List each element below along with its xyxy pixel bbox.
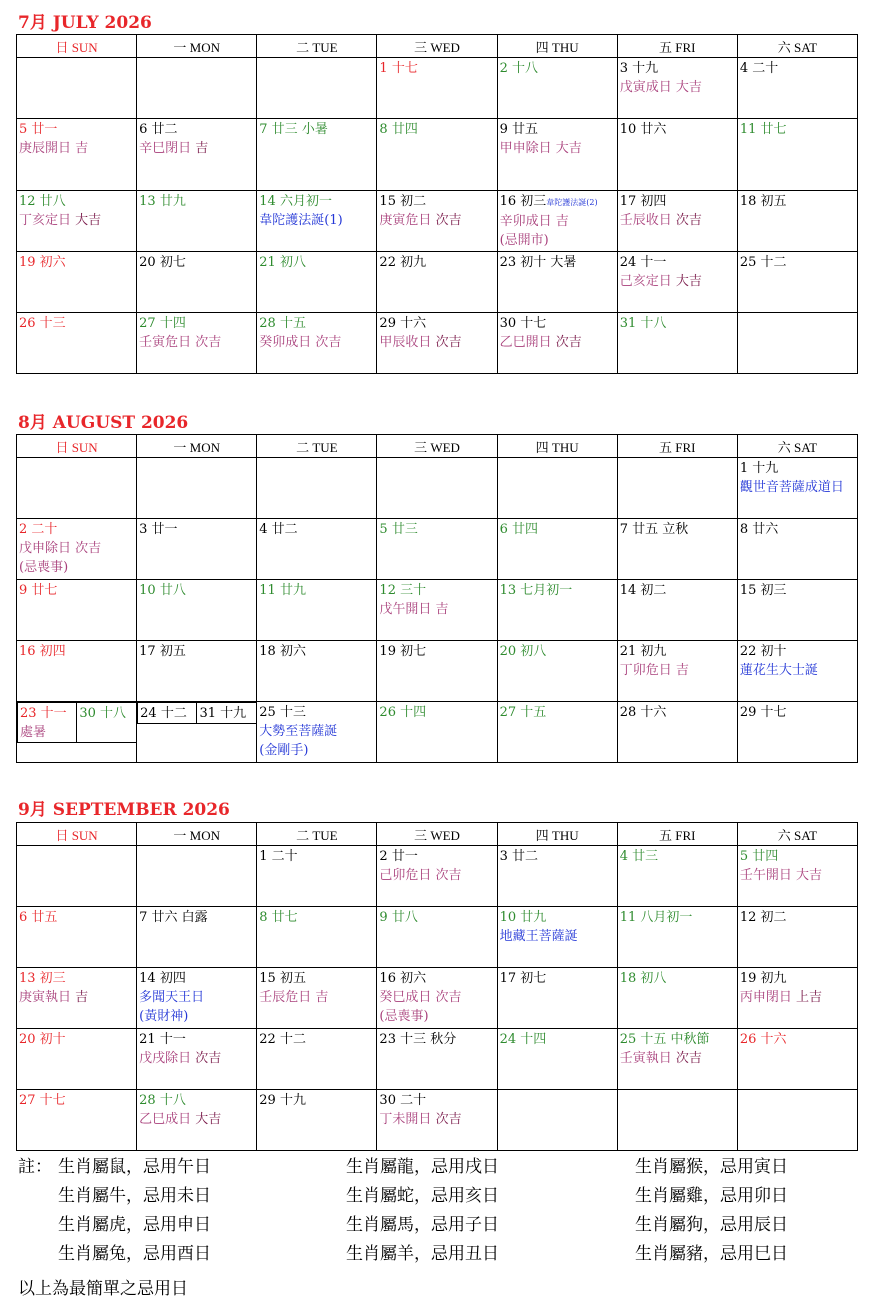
day-cell	[137, 519, 257, 580]
day-cell	[617, 252, 737, 313]
zodiac-notes	[18, 1153, 838, 1269]
day-label: 31 十八	[619, 316, 667, 331]
month-title-august: 8月 AUGUST 2026	[18, 413, 189, 433]
day-cell	[617, 519, 737, 580]
day-label: 31 十九	[199, 706, 247, 721]
day-cell	[137, 313, 257, 374]
day-cell	[377, 252, 497, 313]
day-rating: 次吉	[675, 213, 702, 228]
note-item: 生肖屬蛇，忌用亥日	[346, 1186, 499, 1206]
day-festival: 韋陀護法誕(1)	[259, 213, 343, 228]
day-label: 7 廿五 立秋	[619, 522, 689, 537]
day-label: 28 十六	[619, 705, 667, 720]
weekday-sun: 日 SUN	[17, 823, 137, 846]
note-item: 生肖屬馬，忌用子日	[346, 1215, 499, 1235]
day-cell	[497, 968, 617, 1029]
day-label: 12 三十	[379, 583, 427, 598]
day-cell	[497, 313, 617, 374]
day-label: 8 廿六	[739, 522, 779, 537]
day-cell	[737, 968, 857, 1029]
weekday-sat: 六 SAT	[737, 435, 857, 458]
day-label: 5 廿四	[739, 849, 779, 864]
day-cell	[257, 191, 377, 252]
day-note: 庚寅危日	[379, 213, 432, 228]
calendar-august	[16, 434, 858, 763]
day-cell	[137, 458, 257, 519]
day-cell	[377, 58, 497, 119]
day-festival: 多聞天王日	[139, 990, 205, 1005]
day-cell	[137, 58, 257, 119]
day-label: 15 初五	[259, 971, 306, 986]
day-label: 1 二十	[259, 849, 298, 864]
day-cell	[17, 458, 137, 519]
day-label: 5 廿一	[19, 122, 58, 137]
day-cell	[257, 119, 377, 191]
weekday-wed: 三 WED	[377, 35, 497, 58]
day-label: 1 十七	[379, 61, 418, 76]
day-note: 癸卯成日 次吉	[259, 335, 342, 350]
day-label: 7 廿三 小暑	[259, 122, 328, 137]
day-rating: 次吉	[435, 1112, 462, 1127]
day-note: 乙巳成日	[139, 1112, 192, 1127]
day-cell	[17, 968, 137, 1029]
day-label: 8 廿七	[259, 910, 298, 925]
day-note: 己亥定日	[619, 274, 672, 289]
day-note: 乙巳開日	[499, 335, 552, 350]
day-cell	[257, 1090, 377, 1151]
day-note: (忌喪事)	[379, 1009, 429, 1024]
day-label: 11 八月初一	[619, 910, 693, 925]
day-label: 6 廿四	[499, 522, 538, 537]
day-cell	[737, 313, 857, 374]
day-cell	[617, 119, 737, 191]
day-label: 22 初十	[739, 644, 787, 659]
day-cell	[257, 313, 377, 374]
day-label: 22 初九	[379, 255, 427, 270]
day-label: 26 十四	[379, 705, 427, 720]
day-label: 20 初八	[499, 644, 547, 659]
weekday-thu: 四 THU	[497, 435, 617, 458]
day-cell	[17, 191, 137, 252]
weekday-sun: 日 SUN	[17, 435, 137, 458]
day-cell	[137, 968, 257, 1029]
day-label: 29 十六	[379, 316, 427, 331]
day-cell	[257, 907, 377, 968]
day-cell-split	[137, 702, 257, 763]
day-label: 13 七月初一	[499, 583, 573, 598]
day-cell	[257, 846, 377, 907]
weekday-tue: 二 TUE	[257, 35, 377, 58]
day-label: 4 廿三	[619, 849, 659, 864]
day-cell	[257, 519, 377, 580]
day-label: 26 十三	[19, 316, 66, 331]
day-cell	[17, 58, 137, 119]
day-cell	[497, 58, 617, 119]
day-note: 壬辰收日	[619, 213, 672, 228]
day-rating: 次吉	[435, 335, 462, 350]
day-cell	[617, 1029, 737, 1090]
note-item: 生肖屬龍，忌用戌日	[346, 1157, 499, 1177]
day-label: 8 廿四	[379, 122, 418, 137]
weekday-wed: 三 WED	[377, 435, 497, 458]
day-cell	[737, 58, 857, 119]
day-label: 30 十八	[79, 706, 126, 721]
day-label: 28 十八	[139, 1093, 186, 1108]
day-label: 12 廿八	[19, 194, 66, 209]
day-cell	[257, 1029, 377, 1090]
day-label: 2 廿一	[379, 849, 418, 864]
day-note: 壬午開日 大吉	[739, 868, 822, 883]
day-cell	[17, 252, 137, 313]
day-rating: 大吉	[195, 1112, 222, 1127]
day-note: 己卯危日 次吉	[379, 868, 462, 883]
day-label: 10 廿八	[139, 583, 186, 598]
day-cell	[617, 458, 737, 519]
day-cell	[377, 519, 497, 580]
day-label: 1 十九	[739, 461, 779, 476]
day-cell	[257, 968, 377, 1029]
day-cell	[17, 1090, 137, 1151]
day-label: 17 初五	[139, 644, 186, 659]
day-cell	[377, 580, 497, 641]
day-note: 庚寅執日	[19, 990, 72, 1005]
weekday-tue: 二 TUE	[257, 823, 377, 846]
day-cell	[377, 641, 497, 702]
day-label: 27 十七	[19, 1093, 66, 1108]
day-label: 23 十三 秋分	[379, 1032, 457, 1047]
day-cell	[377, 702, 497, 763]
month-title-september: 9月 SEPTEMBER 2026	[18, 800, 230, 820]
day-cell	[497, 641, 617, 702]
weekday-fri: 五 FRI	[617, 435, 737, 458]
day-cell	[737, 252, 857, 313]
day-cell	[737, 641, 857, 702]
calendar-july	[16, 34, 858, 374]
day-cell	[377, 846, 497, 907]
day-label: 5 廿三	[379, 522, 418, 537]
day-note: 丁亥定日	[19, 213, 72, 228]
day-cell	[137, 252, 257, 313]
day-cell	[497, 458, 617, 519]
day-label: 19 初六	[19, 255, 66, 270]
day-cell	[737, 191, 857, 252]
day-label: 26 十六	[739, 1032, 787, 1047]
day-label: 3 廿一	[139, 522, 178, 537]
day-label: 27 十五	[499, 705, 547, 720]
day-note: 處暑	[20, 725, 47, 740]
day-label: 18 初八	[619, 971, 667, 986]
day-cell	[737, 458, 857, 519]
day-label: 29 十七	[739, 705, 787, 720]
day-note: 戊寅成日 大吉	[619, 80, 702, 95]
day-cell	[497, 1090, 617, 1151]
day-festival: (黃財神)	[139, 1009, 189, 1024]
day-cell	[377, 119, 497, 191]
day-cell	[617, 702, 737, 763]
day-cell	[617, 846, 737, 907]
day-cell	[497, 846, 617, 907]
day-note: 辛卯成日 吉	[499, 214, 569, 229]
day-festival: 韋陀護法誕(2)	[546, 198, 598, 207]
day-festival: 大勢至菩薩誕	[259, 724, 338, 739]
month-title-july: 7月 JULY 2026	[18, 13, 152, 33]
day-label: 14 初四	[139, 971, 186, 986]
day-note: (忌喪事)	[19, 560, 69, 575]
day-label: 22 十二	[259, 1032, 306, 1047]
day-cell	[377, 313, 497, 374]
day-label: 20 初七	[139, 255, 186, 270]
day-label: 21 初九	[619, 644, 667, 659]
day-label: 9 廿七	[19, 583, 58, 598]
day-label: 20 初十	[19, 1032, 66, 1047]
day-cell	[257, 458, 377, 519]
day-cell	[497, 191, 617, 252]
day-label: 9 廿八	[379, 910, 418, 925]
day-cell	[257, 58, 377, 119]
day-label: 2 十八	[499, 61, 538, 76]
day-rating: 大吉	[75, 213, 102, 228]
day-note: 壬辰危日 吉	[259, 990, 329, 1005]
day-cell	[257, 702, 377, 763]
day-cell	[257, 580, 377, 641]
day-rating: 大吉	[675, 274, 702, 289]
weekday-thu: 四 THU	[497, 823, 617, 846]
day-rating: 上吉	[796, 990, 823, 1005]
day-note: (忌開市)	[499, 233, 549, 248]
day-cell	[377, 191, 497, 252]
day-label: 6 廿二	[139, 122, 178, 137]
note-item: 生肖屬雞，忌用卯日	[635, 1186, 788, 1206]
day-note: 壬寅執日	[619, 1051, 672, 1066]
day-label: 10 廿六	[619, 122, 667, 137]
day-cell	[137, 119, 257, 191]
day-cell	[257, 641, 377, 702]
calendar-september	[16, 822, 858, 1151]
day-cell	[17, 580, 137, 641]
day-label: 24 十二	[140, 706, 187, 721]
day-cell-split	[17, 702, 137, 763]
day-label: 30 二十	[379, 1093, 427, 1108]
day-cell	[737, 119, 857, 191]
day-cell	[17, 846, 137, 907]
day-label: 9 廿五	[499, 122, 538, 137]
day-cell	[497, 119, 617, 191]
day-note: 辛巳閉日	[139, 141, 192, 156]
day-cell	[497, 519, 617, 580]
day-cell	[17, 519, 137, 580]
day-note: 庚辰開日 吉	[19, 141, 89, 156]
day-cell	[737, 1029, 857, 1090]
day-note: 甲申除日 大吉	[499, 141, 582, 156]
day-label: 18 初六	[259, 644, 306, 659]
weekday-mon: 一 MON	[137, 435, 257, 458]
day-label: 3 十九	[619, 61, 659, 76]
day-cell	[17, 907, 137, 968]
note-item: 生肖屬虎，忌用申日	[58, 1215, 211, 1235]
day-festival: 地藏王菩薩誕	[499, 929, 578, 944]
day-label: 13 廿九	[139, 194, 186, 209]
day-cell	[137, 1029, 257, 1090]
day-label: 6 廿五	[19, 910, 58, 925]
day-cell	[377, 907, 497, 968]
day-rating: 次吉	[675, 1051, 702, 1066]
day-label: 17 初四	[619, 194, 667, 209]
weekday-mon: 一 MON	[137, 823, 257, 846]
day-cell	[17, 119, 137, 191]
day-label: 11 廿七	[739, 122, 787, 137]
day-note: 甲辰收日	[379, 335, 432, 350]
note-item: 生肖屬豬，忌用巳日	[635, 1244, 788, 1264]
day-cell	[137, 580, 257, 641]
day-cell	[497, 702, 617, 763]
day-label: 3 廿二	[499, 849, 538, 864]
day-cell	[617, 907, 737, 968]
day-label: 25 十三	[259, 705, 306, 720]
day-cell	[17, 313, 137, 374]
day-label: 23 十一	[20, 706, 67, 721]
day-label: 25 十二	[739, 255, 787, 270]
day-rating: 次吉	[195, 1051, 222, 1066]
day-cell	[737, 580, 857, 641]
day-label: 19 初九	[739, 971, 787, 986]
day-cell	[617, 191, 737, 252]
day-festival: 蓮花生大士誕	[739, 663, 818, 678]
day-label: 24 十一	[619, 255, 667, 270]
day-cell	[137, 191, 257, 252]
day-note: 壬寅危日 次吉	[139, 335, 222, 350]
day-cell	[17, 641, 137, 702]
day-label: 24 十四	[499, 1032, 547, 1047]
note-item: 生肖屬牛，忌用未日	[58, 1186, 211, 1206]
day-cell	[17, 1029, 137, 1090]
weekday-tue: 二 TUE	[257, 435, 377, 458]
day-rating: 吉	[75, 990, 89, 1005]
day-label: 21 十一	[139, 1032, 186, 1047]
day-label: 19 初七	[379, 644, 427, 659]
day-cell	[617, 58, 737, 119]
day-note: 丙申閉日	[739, 990, 792, 1005]
day-label: 16 初三	[499, 194, 547, 209]
weekday-sat: 六 SAT	[737, 35, 857, 58]
day-label: 17 初七	[499, 971, 547, 986]
day-cell	[617, 580, 737, 641]
day-note: 戊戌除日	[139, 1051, 192, 1066]
day-cell	[137, 641, 257, 702]
day-label: 16 初四	[19, 644, 66, 659]
weekday-sat: 六 SAT	[737, 823, 857, 846]
day-label: 15 初三	[739, 583, 787, 598]
day-label: 13 初三	[19, 971, 66, 986]
day-label: 14 六月初一	[259, 194, 332, 209]
day-cell	[737, 907, 857, 968]
day-cell	[737, 702, 857, 763]
weekday-mon: 一 MON	[137, 35, 257, 58]
day-cell	[617, 968, 737, 1029]
day-cell	[137, 846, 257, 907]
day-cell	[377, 1029, 497, 1090]
day-label: 7 廿六 白露	[139, 910, 208, 925]
day-note: 癸巳成日 次吉	[379, 990, 462, 1005]
day-label: 25 十五 中秋節	[619, 1032, 710, 1047]
day-cell	[497, 252, 617, 313]
note-item: 生肖屬鼠，忌用午日	[58, 1157, 211, 1177]
day-cell	[617, 313, 737, 374]
day-rating: 次吉	[555, 335, 582, 350]
day-cell	[497, 907, 617, 968]
weekday-fri: 五 FRI	[617, 823, 737, 846]
day-note: 丁未開日	[379, 1112, 432, 1127]
note-item: 生肖屬狗，忌用辰日	[635, 1215, 788, 1235]
day-cell	[137, 907, 257, 968]
day-label: 4 二十	[739, 61, 779, 76]
day-label: 27 十四	[139, 316, 186, 331]
day-cell	[737, 846, 857, 907]
note-item: 生肖屬猴，忌用寅日	[635, 1157, 788, 1177]
weekday-sun: 日 SUN	[17, 35, 137, 58]
day-cell	[737, 1090, 857, 1151]
day-cell	[137, 1090, 257, 1151]
day-rating: 吉	[195, 141, 209, 156]
day-label: 18 初五	[739, 194, 787, 209]
day-note: 戊申除日 次吉	[19, 541, 102, 556]
day-cell	[377, 458, 497, 519]
weekday-wed: 三 WED	[377, 823, 497, 846]
weekday-thu: 四 THU	[497, 35, 617, 58]
day-label: 4 廿二	[259, 522, 298, 537]
day-cell	[257, 252, 377, 313]
day-label: 16 初六	[379, 971, 427, 986]
day-cell	[497, 580, 617, 641]
day-label: 29 十九	[259, 1093, 306, 1108]
day-label: 12 初二	[739, 910, 787, 925]
day-note: 丁卯危日 吉	[619, 663, 689, 678]
weekday-fri: 五 FRI	[617, 35, 737, 58]
day-cell	[617, 1090, 737, 1151]
day-label: 2 二十	[19, 522, 58, 537]
day-cell	[497, 1029, 617, 1090]
day-festival: (金剛手)	[259, 743, 309, 758]
day-cell	[617, 641, 737, 702]
note-item: 生肖屬羊，忌用丑日	[346, 1244, 499, 1264]
notes-footer: 以上為最簡單之忌用日	[18, 1279, 188, 1299]
day-cell	[737, 519, 857, 580]
notes-prefix: 註：	[18, 1157, 52, 1177]
day-cell	[377, 968, 497, 1029]
note-item: 生肖屬兔，忌用酉日	[58, 1244, 211, 1264]
day-label: 11 廿九	[259, 583, 306, 598]
day-label: 21 初八	[259, 255, 306, 270]
day-label: 10 廿九	[499, 910, 547, 925]
day-note: 戊午開日 吉	[379, 602, 449, 617]
day-rating: 次吉	[435, 213, 462, 228]
day-label: 14 初二	[619, 583, 667, 598]
day-festival: 觀世音菩薩成道日	[739, 480, 844, 495]
day-label: 15 初二	[379, 194, 427, 209]
day-label: 30 十七	[499, 316, 547, 331]
day-label: 23 初十 大暑	[499, 255, 577, 270]
day-label: 28 十五	[259, 316, 306, 331]
day-cell	[377, 1090, 497, 1151]
